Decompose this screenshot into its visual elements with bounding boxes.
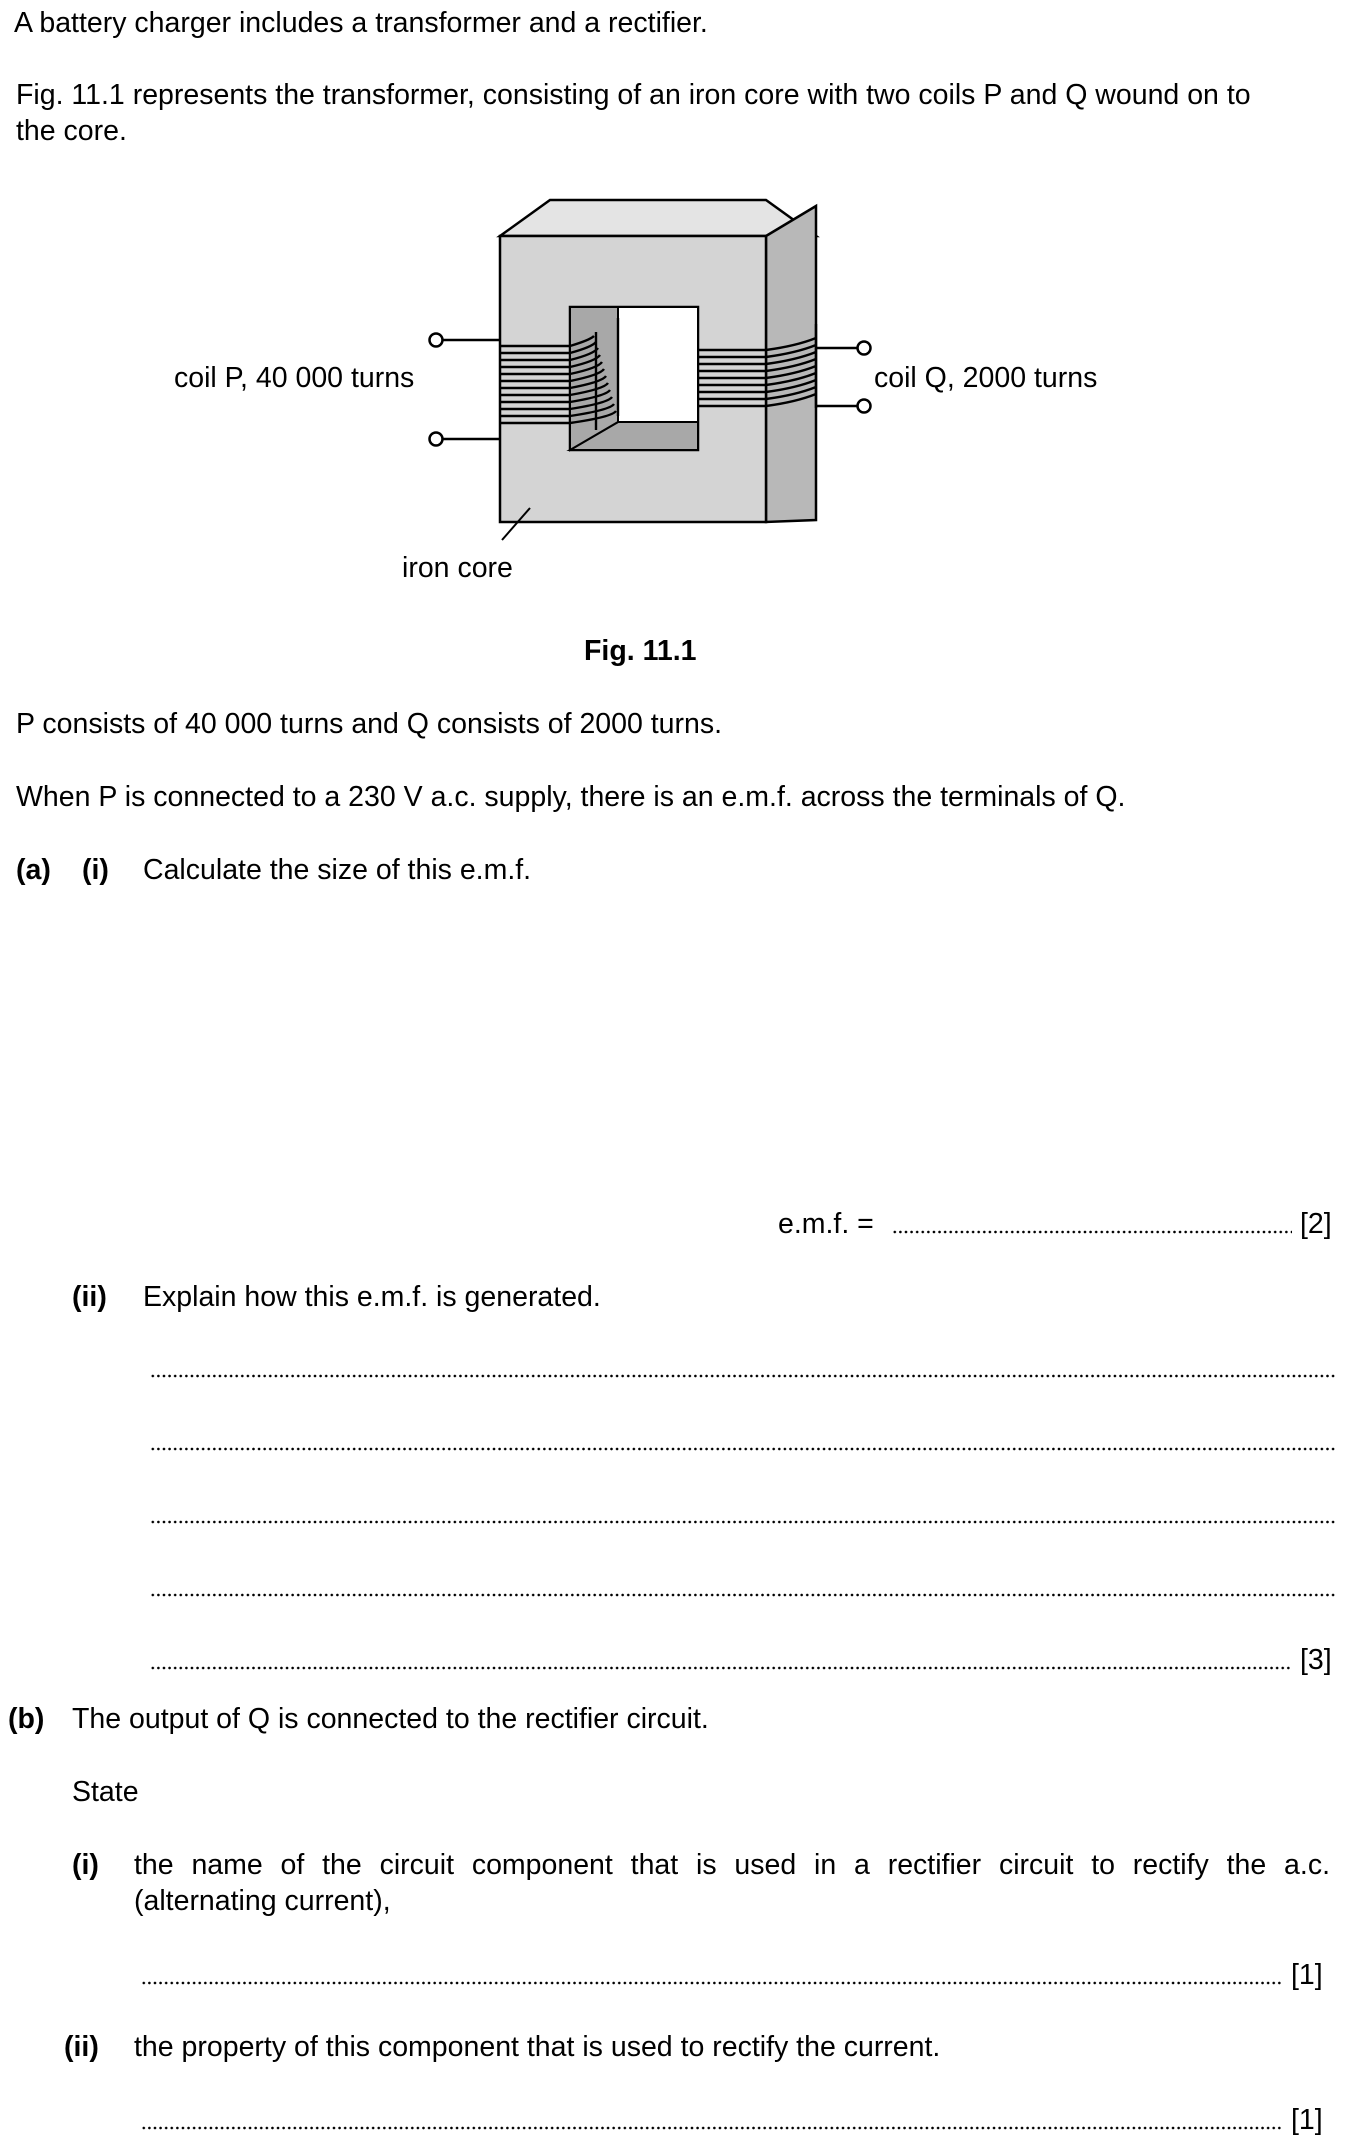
coil-q-terminals xyxy=(816,342,871,413)
core-top-face xyxy=(500,200,816,236)
part-a-i-marks: [2] xyxy=(1300,1208,1332,1240)
intro-text: A battery charger includes a transformer and a rectifier. xyxy=(14,7,708,39)
part-b-i-marks: [1] xyxy=(1291,1959,1323,1991)
transformer-diagram xyxy=(0,190,1354,650)
part-a-ii-marks: [3] xyxy=(1300,1644,1332,1676)
part-a-i-label: (i) xyxy=(82,854,109,886)
component-name-answer-line[interactable] xyxy=(141,1981,1283,1985)
figure-caption: Fig. 11.1 xyxy=(584,635,697,667)
part-a-ii-question: Explain how this e.m.f. is generated. xyxy=(143,1281,601,1313)
part-a-label: (a) xyxy=(16,854,51,886)
part-b-i-question-line1: the name of the circuit component that is used in a rectifier circuit to rectify the a.c. xyxy=(134,1849,1330,1881)
explanation-answer-line-5[interactable] xyxy=(150,1666,1292,1670)
part-a-i-question: Calculate the size of this e.m.f. xyxy=(143,854,532,886)
emf-answer-line[interactable] xyxy=(892,1230,1292,1234)
property-answer-line[interactable] xyxy=(141,2126,1283,2130)
part-b-ii-label: (ii) xyxy=(64,2031,99,2063)
part-b-ii-marks: [1] xyxy=(1291,2104,1323,2136)
explanation-answer-line-4[interactable] xyxy=(150,1593,1335,1597)
part-b-question: The output of Q is connected to the rectifier circuit. xyxy=(72,1703,709,1735)
supply-statement: When P is connected to a 230 V a.c. supply, there is an e.m.f. across the terminals of Q. xyxy=(16,781,1126,813)
part-b-ii-question: the property of this component that is used to rectify the current. xyxy=(134,2031,941,2063)
emf-answer-label: e.m.f. = xyxy=(778,1208,874,1240)
part-b-label: (b) xyxy=(8,1703,45,1735)
iron-core-label: iron core xyxy=(402,552,513,584)
turns-statement: P consists of 40 000 turns and Q consists of 2000 turns. xyxy=(16,708,723,740)
explanation-answer-line-1[interactable] xyxy=(150,1374,1335,1378)
part-b-state: State xyxy=(72,1776,139,1808)
coil-q-label: coil Q, 2000 turns xyxy=(874,362,1098,394)
figure-description-line1: Fig. 11.1 represents the transformer, consisting of an iron core with two coils P and Q wound on to xyxy=(16,79,1251,111)
explanation-answer-line-3[interactable] xyxy=(150,1520,1335,1524)
part-a-ii-label: (ii) xyxy=(72,1281,107,1313)
coil-p-label: coil P, 40 000 turns xyxy=(174,362,415,394)
explanation-answer-line-2[interactable] xyxy=(150,1447,1335,1451)
figure-description-line2: the core. xyxy=(16,115,127,147)
part-b-i-label: (i) xyxy=(72,1849,99,1881)
part-b-i-question-line2: (alternating current), xyxy=(134,1885,391,1917)
coil-p-terminals xyxy=(430,334,501,446)
